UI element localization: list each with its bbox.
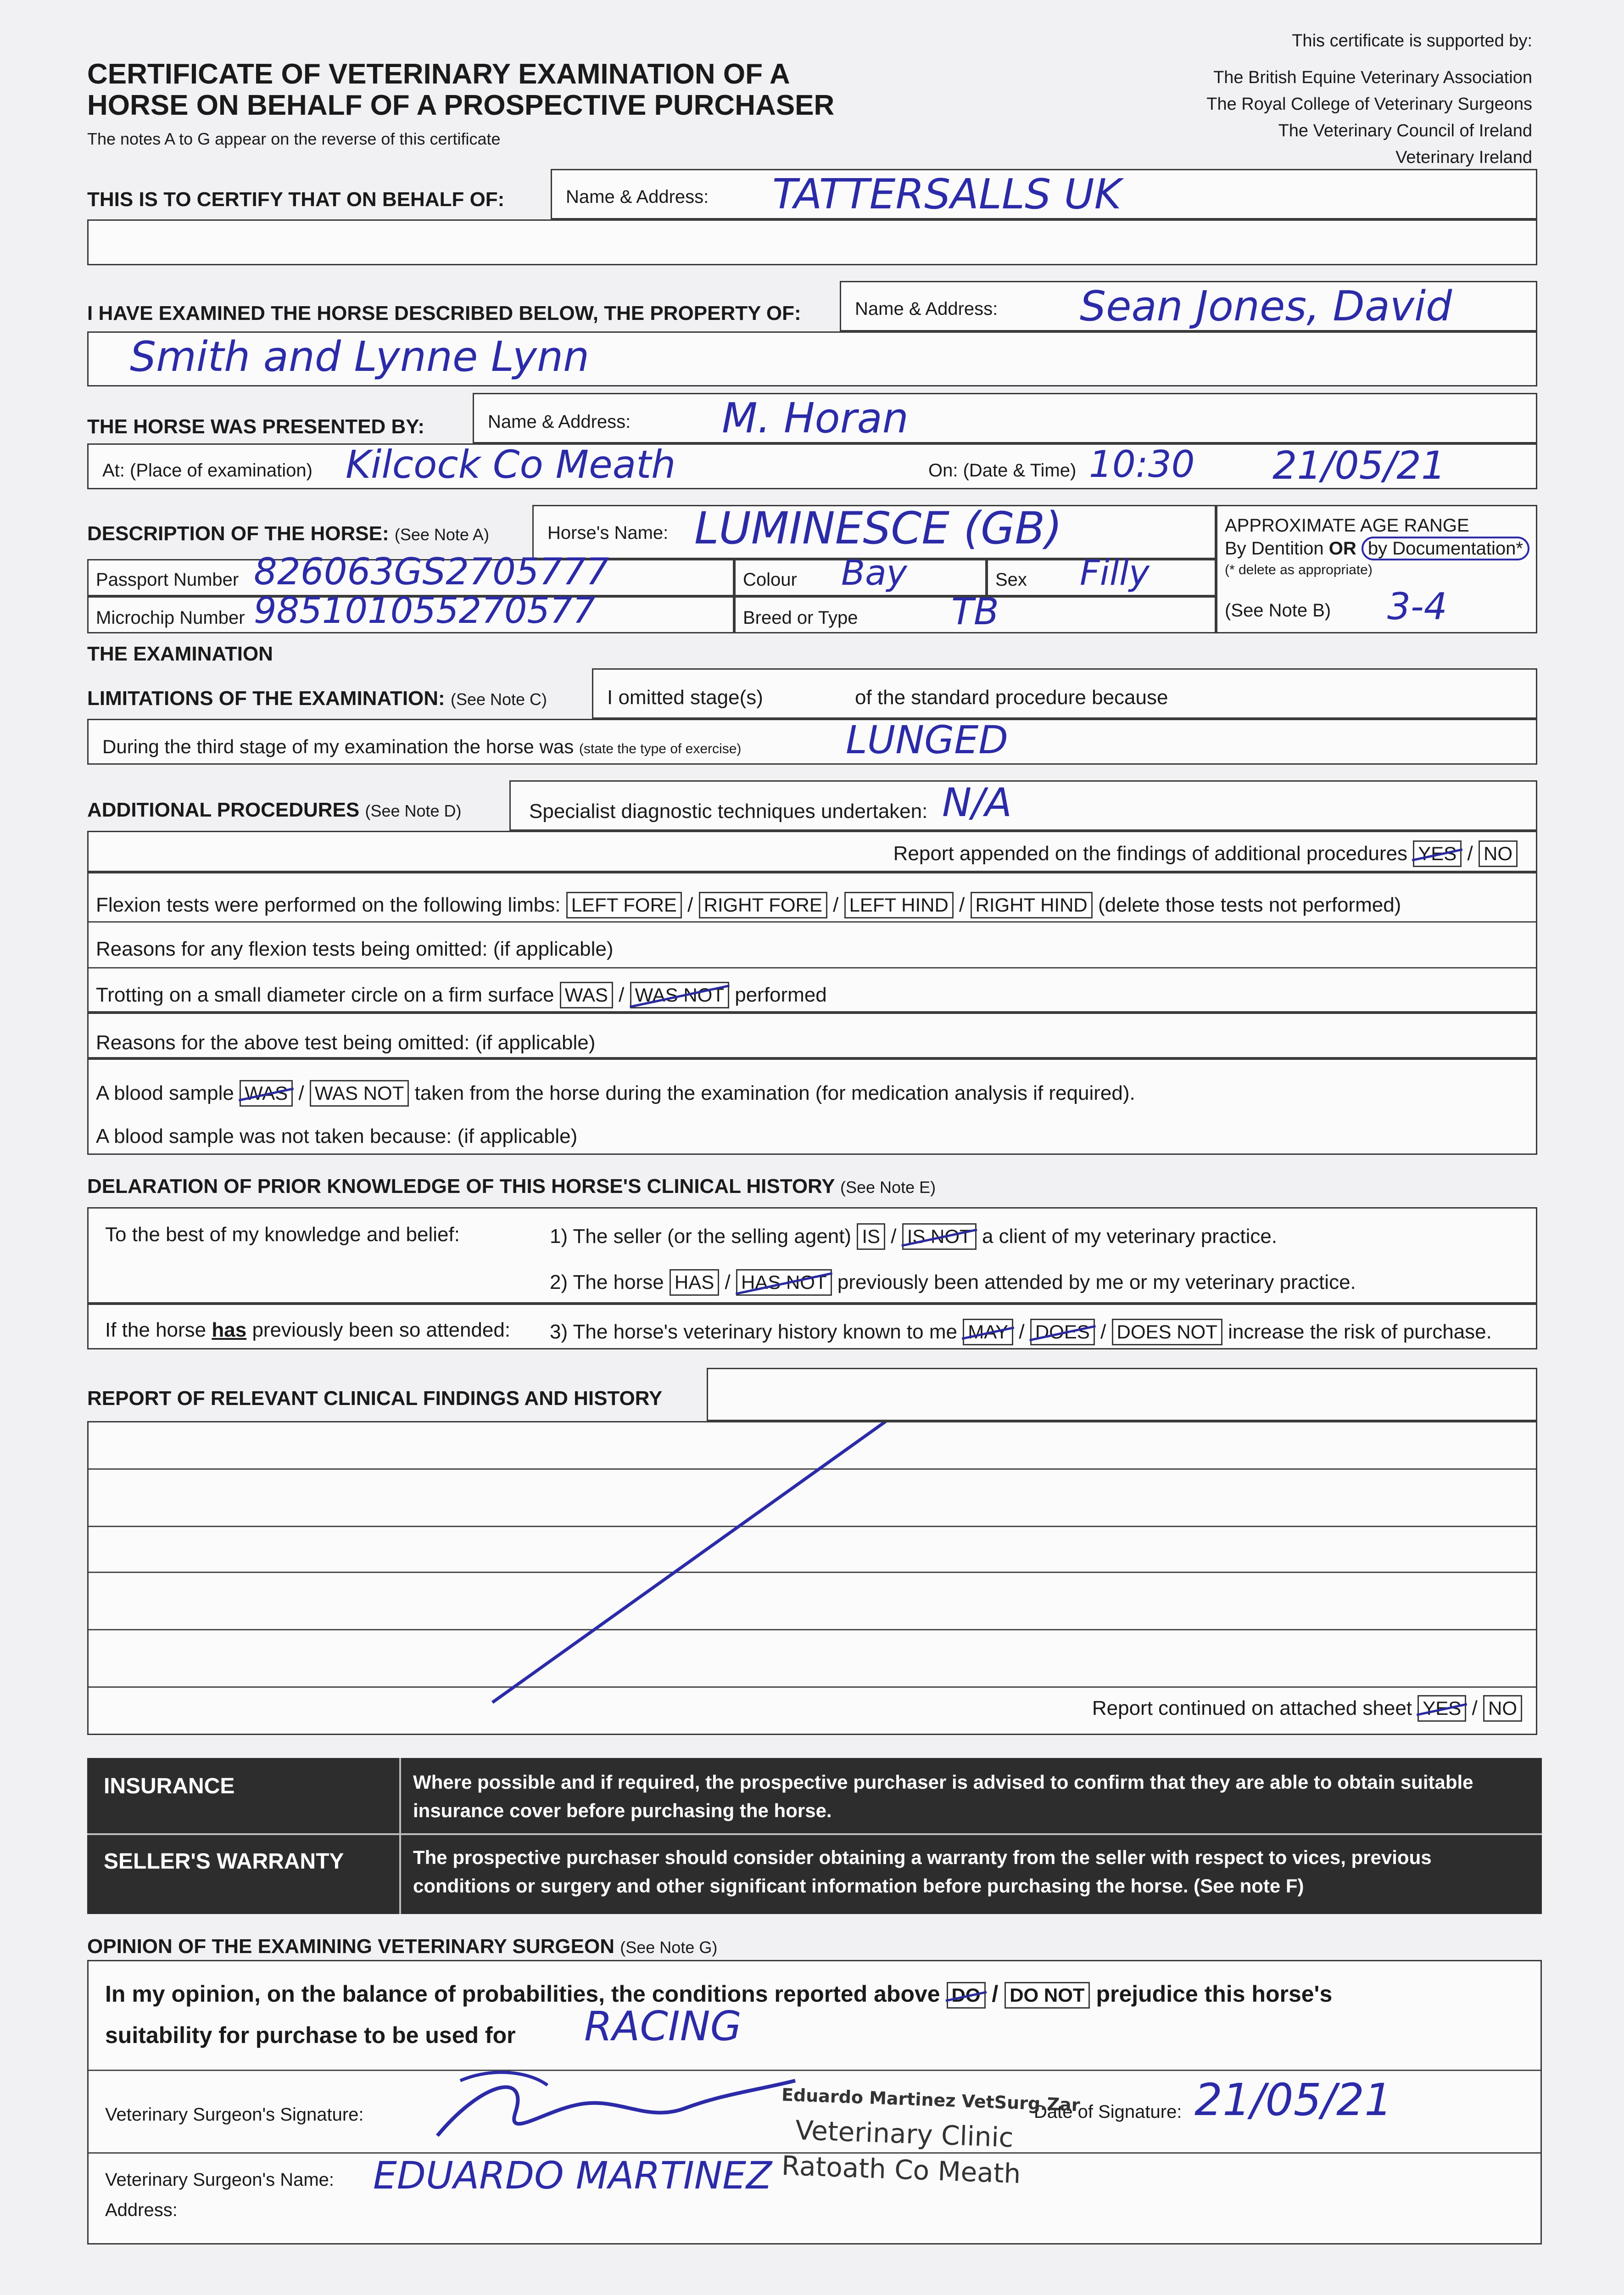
horse-name-box[interactable] <box>532 505 1216 559</box>
warranty-text: The prospective purchaser should consider obtaining a warranty from the seller with respect to vices, previous conditions or surgery and other significant information before purchasing the horse. (See note F) <box>413 1847 1432 1897</box>
property-address-value: Smith and Lynne Lynn <box>130 333 590 381</box>
flexion-section <box>87 872 1537 1013</box>
property-address-line[interactable] <box>87 331 1537 386</box>
address-label: Address: <box>105 2200 178 2220</box>
trot-divider <box>89 967 1536 968</box>
if-attended-label <box>105 1319 510 1342</box>
microchip-box[interactable] <box>87 590 734 633</box>
q2-label: 2) The horse <box>550 1271 664 1293</box>
age-title: APPROXIMATE AGE RANGE <box>1225 515 1469 536</box>
examination-heading: THE EXAMINATION <box>87 643 273 665</box>
passport-value: 826063GS2705777 <box>254 550 609 593</box>
limb-left-hind[interactable]: LEFT HIND <box>844 892 954 918</box>
opinion-line-1: In my opinion, on the balance of probabilities, the conditions reported above DO / DO NOT prejudice this horse's <box>105 1981 1332 2009</box>
horse-name-value: LUMINESCE (GB) <box>694 503 1062 554</box>
supporters-block <box>1073 28 1532 171</box>
specialist-label: Specialist diagnostic techniques undertaken: <box>529 800 928 823</box>
if-attended-pre: If the horse <box>105 1319 206 1341</box>
opinion-box <box>87 1960 1542 2245</box>
q2-has[interactable]: HAS <box>670 1269 719 1296</box>
declaration-label: DELARATION OF PRIOR KNOWLEDGE OF THIS HORSE'S CLINICAL HISTORY <box>87 1175 835 1198</box>
microchip-value: 985101055270577 <box>254 590 596 632</box>
third-stage-text: During the third stage of my examination the horse was <box>102 736 574 757</box>
flexion-reasons: Reasons for any flexion tests being omitted: (if applicable) <box>96 938 614 960</box>
blood-was[interactable]: WAS <box>240 1080 293 1107</box>
panel-row-divider <box>87 1833 1542 1835</box>
report-heading: REPORT OF RELEVANT CLINICAL FINDINGS AND HISTORY <box>87 1387 663 1410</box>
q1-label: 1) The seller (or the selling agent) <box>550 1225 852 1248</box>
colour-box[interactable] <box>734 552 987 596</box>
age-note: (See Note B) <box>1225 600 1331 621</box>
supporter-beva: The British Equine Veterinary Association <box>1213 68 1532 87</box>
q1-row: 1) The seller (or the selling agent) IS / IS NOT a client of my veterinary practice. <box>550 1223 1277 1250</box>
opinion-line1-text: In my opinion, on the balance of probabilities, the conditions reported above <box>105 1981 940 2007</box>
q1-suffix: a client of my veterinary practice. <box>982 1225 1278 1248</box>
omitted-stages-box[interactable] <box>592 668 1537 719</box>
report-continued-yes[interactable]: YES <box>1418 1695 1466 1722</box>
flexion-divider <box>89 921 1536 923</box>
sex-value: Filly <box>1080 552 1150 593</box>
limb-right-fore[interactable]: RIGHT FORE <box>699 892 827 918</box>
description-note: (See Note A) <box>394 525 489 544</box>
report-continued-row: Report continued on attached sheet YES / NO <box>1092 1695 1522 1722</box>
report-continued-no[interactable]: NO <box>1483 1695 1522 1722</box>
flexion-row: Flexion tests were performed on the following limbs: LEFT FORE / RIGHT FORE / LEFT HIND / RIGHT HIND (delete those tests not performed) <box>96 892 1401 918</box>
limitations-heading <box>87 687 547 710</box>
opinion-use-value: RACING <box>584 2003 742 2050</box>
blood-row: A blood sample WAS / WAS NOT taken from the horse during the examination (for medication analysis if required). <box>96 1080 1135 1107</box>
presented-name-box[interactable] <box>473 393 1537 443</box>
title-line-2: HORSE ON BEHALF OF A PROSPECTIVE PURCHASER <box>87 90 835 121</box>
q3-may[interactable]: MAY <box>963 1319 1013 1345</box>
if-attended-has: has <box>212 1319 247 1341</box>
opinion-heading <box>87 1935 717 1958</box>
report-strike-line <box>89 1422 1536 1735</box>
sex-box[interactable] <box>987 552 1216 596</box>
supported-by-label: This certificate is supported by: <box>1292 31 1532 50</box>
place-value: Kilcock Co Meath <box>346 442 676 487</box>
opinion-do[interactable]: DO <box>947 1982 986 2009</box>
certify-name-box[interactable] <box>551 169 1537 219</box>
title-line-1: CERTIFICATE OF VETERINARY EXAMINATION OF A <box>87 58 790 90</box>
opinion-label: OPINION OF THE EXAMINING VETERINARY SURGEON <box>87 1935 615 1958</box>
opinion-line-2: suitability for purchase to be used for <box>105 2022 516 2048</box>
sex-label: Sex <box>995 570 1027 590</box>
opinion-line1-suffix: prejudice this horse's <box>1096 1981 1333 2007</box>
presented-heading: THE HORSE WAS PRESENTED BY: <box>87 415 425 438</box>
q3-row: 3) The horse's veterinary history known to me MAY / DOES / DOES NOT increase the risk of purchase. <box>550 1319 1492 1345</box>
presented-name-label: Name & Address: <box>488 412 631 432</box>
limb-left-fore[interactable]: LEFT FORE <box>566 892 682 918</box>
supporter-vci: The Veterinary Council of Ireland <box>1278 121 1532 140</box>
property-name-value: Sean Jones, David <box>1080 282 1452 330</box>
signature-date-label: Date of Signature: <box>1034 2102 1182 2122</box>
additional-heading <box>87 799 462 822</box>
q3-does[interactable]: DOES <box>1030 1319 1095 1345</box>
age-range-box[interactable] <box>1216 505 1537 633</box>
trotting-was[interactable]: WAS <box>560 982 613 1008</box>
third-stage-note: (state the type of exercise) <box>579 741 742 756</box>
q2-row: 2) The horse HAS / HAS NOT previously been attended by me or my veterinary practice. <box>550 1269 1356 1296</box>
signature-label: Veterinary Surgeon's Signature: <box>105 2105 364 2125</box>
q3-label: 3) The horse's veterinary history known to me <box>550 1321 957 1343</box>
property-heading: I HAVE EXAMINED THE HORSE DESCRIBED BELOW, THE PROPERTY OF: <box>87 302 801 325</box>
date-time-label: On: (Date & Time) <box>928 460 1077 481</box>
belief-label: To the best of my knowledge and belief: <box>105 1223 460 1246</box>
trotting-was-not[interactable]: WAS NOT <box>630 982 729 1008</box>
property-name-box[interactable] <box>840 281 1537 331</box>
certify-address-line[interactable] <box>87 219 1537 265</box>
surgeon-name-value: EDUARDO MARTINEZ <box>373 2154 772 2198</box>
if-attended-post: previously been so attended: <box>252 1319 511 1341</box>
breed-label: Breed or Type <box>743 608 858 628</box>
trot-reasons: Reasons for the above test being omitted: (if applicable) <box>96 1031 596 1054</box>
stamp-line-3: Ratoath Co Meath <box>781 2149 1021 2190</box>
passport-label: Passport Number <box>96 570 239 590</box>
additional-label: ADDITIONAL PROCEDURES <box>87 799 360 821</box>
q2-has-not[interactable]: HAS NOT <box>736 1269 832 1296</box>
omitted-label: I omitted stage(s) <box>607 686 763 709</box>
opinion-do-not[interactable]: DO NOT <box>1005 1982 1089 2009</box>
description-label: DESCRIPTION OF THE HORSE: <box>87 522 389 545</box>
q1-is-not[interactable]: IS NOT <box>902 1223 977 1250</box>
certify-name-label: Name & Address: <box>566 187 709 207</box>
stamp-line-1: Eduardo Martinez VetSurg.Zar <box>781 2084 1081 2116</box>
certify-heading: THIS IS TO CERTIFY THAT ON BEHALF OF: <box>87 188 505 211</box>
place-label: At: (Place of examination) <box>102 460 313 481</box>
report-appended-label: Report appended on the findings of additional procedures <box>893 842 1408 865</box>
supporter-vi: Veterinary Ireland <box>1395 148 1532 167</box>
third-stage-box[interactable] <box>87 719 1537 765</box>
insurance-warranty-panel <box>87 1758 1542 1914</box>
blood-reason: A blood sample was not taken because: (if applicable) <box>96 1125 578 1148</box>
insurance-text: Where possible and if required, the prospective purchaser is advised to confirm that they are able to obtain suitable insurance cover before purchasing the horse. <box>413 1771 1473 1821</box>
age-delete-note: (* delete as appropriate) <box>1225 562 1373 577</box>
breed-value: TB <box>951 590 999 633</box>
age-value: 3-4 <box>1387 585 1447 628</box>
specialist-value: N/A <box>942 780 1012 826</box>
report-lines-area[interactable] <box>87 1421 1537 1735</box>
trotting-row: Trotting on a small diameter circle on a firm surface WAS / WAS NOT performed <box>96 982 827 1008</box>
trotting-label: Trotting on a small diameter circle on a firm surface <box>96 984 554 1006</box>
q3-does-not[interactable]: DOES NOT <box>1112 1319 1222 1345</box>
third-stage-value: LUNGED <box>846 717 1008 762</box>
age-or: OR <box>1328 538 1356 559</box>
report-first-line[interactable] <box>707 1368 1537 1421</box>
supporter-rcvs: The Royal College of Veterinary Surgeons <box>1206 95 1532 114</box>
report-appended-row[interactable] <box>87 831 1537 872</box>
certificate-title <box>87 59 834 121</box>
report-appended-no[interactable]: NO <box>1479 840 1518 867</box>
panel-divider <box>399 1758 401 1914</box>
limitations-label: LIMITATIONS OF THE EXAMINATION: <box>87 687 445 710</box>
breed-box[interactable] <box>734 590 1216 633</box>
third-stage-label <box>102 736 741 758</box>
presented-name-value: M. Horan <box>722 394 909 442</box>
age-method <box>1225 538 1529 559</box>
property-name-label: Name & Address: <box>855 299 998 319</box>
report-appended-text: Report appended on the findings of additional procedures YES / NO <box>893 840 1518 867</box>
additional-note: (See Note D) <box>365 801 462 820</box>
description-heading <box>87 522 489 545</box>
blood-was-not[interactable]: WAS NOT <box>310 1080 409 1107</box>
colour-value: Bay <box>841 552 907 593</box>
time-value: 10:30 <box>1089 443 1195 486</box>
insurance-label: INSURANCE <box>104 1774 235 1798</box>
limitations-note: (See Note C) <box>450 690 547 709</box>
trotting-performed: performed <box>735 984 827 1006</box>
age-by-documentation: by Documentation* <box>1362 537 1529 560</box>
warranty-label: SELLER'S WARRANTY <box>104 1849 344 1874</box>
colour-label: Colour <box>743 570 797 590</box>
report-appended-yes[interactable]: YES <box>1413 840 1462 867</box>
signature-scribble <box>410 2053 823 2163</box>
declaration-heading <box>87 1175 936 1198</box>
horse-name-label: Horse's Name: <box>547 523 669 543</box>
blood-label: A blood sample <box>96 1082 234 1104</box>
blood-suffix: taken from the horse during the examination (for medication analysis if required). <box>414 1082 1135 1104</box>
q2-suffix: previously been attended by me or my veterinary practice. <box>837 1271 1356 1293</box>
age-by-dentition: By Dentition <box>1225 538 1324 559</box>
q3-suffix: increase the risk of purchase. <box>1228 1321 1492 1343</box>
specialist-box[interactable] <box>509 780 1537 831</box>
declaration-note: (See Note E) <box>840 1178 936 1197</box>
flexion-suffix: (delete those tests not performed) <box>1098 894 1401 916</box>
certify-name-value: TATTERSALLS UK <box>772 170 1122 218</box>
limb-right-hind[interactable]: RIGHT HIND <box>971 892 1093 918</box>
signature-date-value: 21/05/21 <box>1194 2074 1393 2126</box>
declaration-box <box>87 1207 1537 1304</box>
presented-place-date-box[interactable] <box>87 443 1537 489</box>
trot-reasons-row[interactable] <box>87 1013 1537 1058</box>
surgeon-name-label: Veterinary Surgeon's Name: <box>105 2170 335 2190</box>
omitted-suffix: of the standard procedure because <box>855 686 1168 709</box>
q3-box <box>87 1304 1537 1349</box>
stamp-line-2: Veterinary Clinic <box>794 2114 1014 2154</box>
opinion-note: (See Note G) <box>620 1938 718 1957</box>
notes-reference: The notes A to G appear on the reverse of this certificate <box>87 129 501 148</box>
report-continued-label: Report continued on attached sheet <box>1092 1697 1412 1719</box>
flexion-label: Flexion tests were performed on the following limbs: <box>96 894 561 916</box>
q1-is[interactable]: IS <box>857 1223 885 1250</box>
blood-sample-section[interactable] <box>87 1058 1537 1155</box>
microchip-label: Microchip Number <box>96 608 245 628</box>
date-value: 21/05/21 <box>1272 443 1446 488</box>
